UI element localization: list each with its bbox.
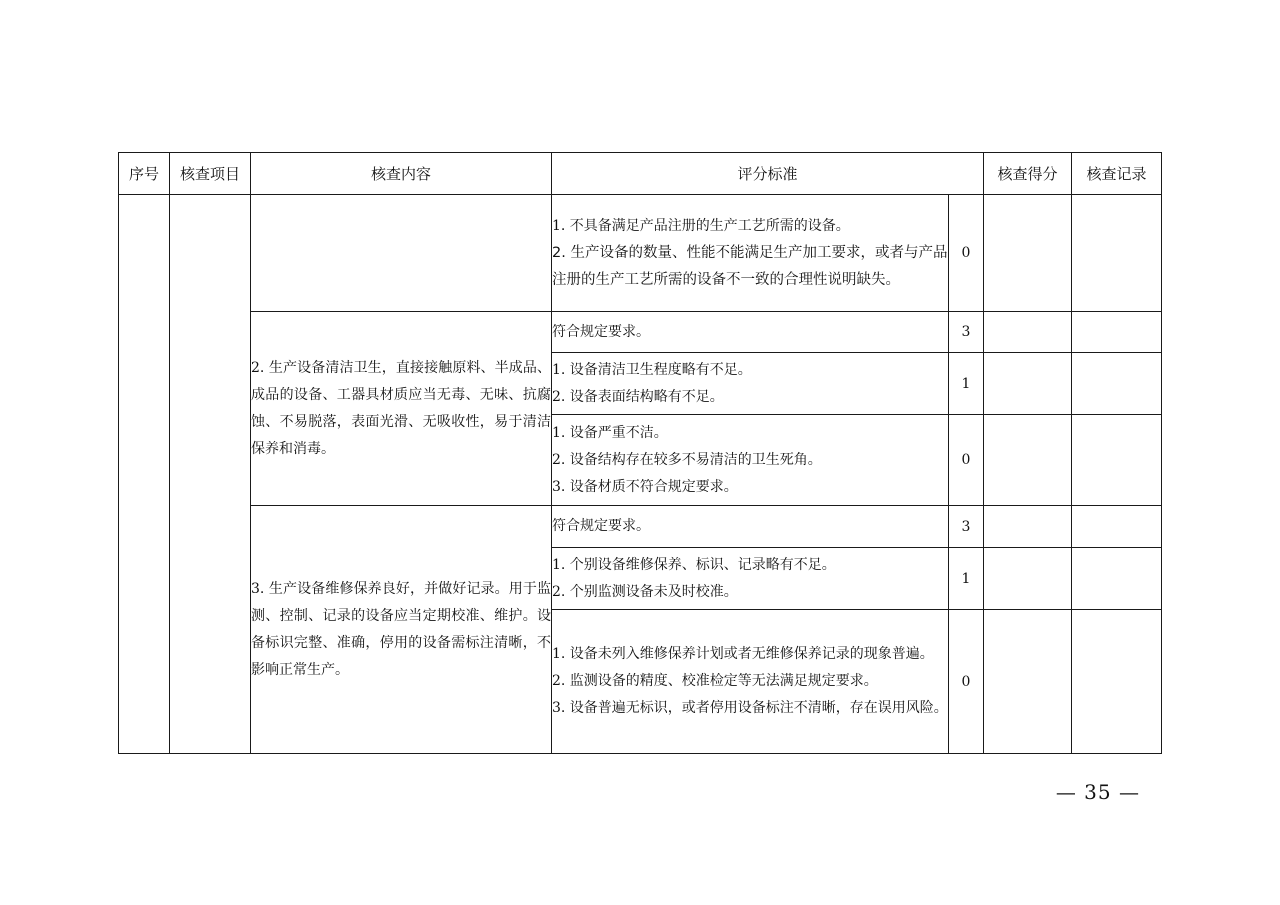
content-cell: 3. 生产设备维修保养良好，并做好记录。用于监测、控制、记录的设备应当定期校准、维护。设备标识完整、准确，停用的设备需标注清晰，不影响正常生产。 [251,506,552,754]
score-input-cell[interactable] [984,312,1072,353]
criteria-line: 符合规定要求。 [552,518,650,534]
record-input-cell[interactable] [1072,506,1162,548]
record-input-cell[interactable] [1072,610,1162,754]
record-input-cell[interactable] [1072,195,1162,312]
score-value: 0 [949,415,984,506]
score-value: 3 [949,506,984,548]
criteria-line: 1. 设备清洁卫生程度略有不足。 [552,361,752,378]
score-value: 1 [949,548,984,610]
criteria-line: 2. 监测设备的精度、校准检定等无法满足规定要求。 [552,673,878,689]
header-content: 核查内容 [251,153,552,195]
header-criteria: 评分标准 [552,153,984,195]
criteria-line: 2. 设备表面结构略有不足。 [552,388,724,405]
criteria-cell [552,312,949,353]
table-row [119,195,1162,312]
criteria-cell [552,415,949,506]
criteria-cell [552,506,949,548]
header-row [119,153,1162,195]
record-input-cell[interactable] [1072,548,1162,610]
criteria-cell [552,353,949,415]
criteria-line: 符合规定要求。 [552,323,650,340]
score-value: 1 [949,353,984,415]
record-input-cell[interactable] [1072,312,1162,353]
record-input-cell[interactable] [1072,353,1162,415]
page-number: — 35 — [1055,780,1140,804]
criteria-line: 1. 不具备满足产品注册的生产工艺所需的设备。 [552,217,850,234]
criteria-line: 1. 设备未列入维修保养计划或者无维修保养记录的现象普遍。 [552,646,934,662]
criteria-line: 2. 设备结构存在较多不易清洁的卫生死角。 [552,451,822,468]
record-input-cell[interactable] [1072,415,1162,506]
score-input-cell[interactable] [984,548,1072,610]
score-value: 0 [949,195,984,312]
score-value: 0 [949,610,984,754]
inspection-table [118,152,1162,754]
criteria-cell [552,548,949,610]
score-input-cell[interactable] [984,195,1072,312]
item-cell [170,195,251,754]
criteria-cell [552,610,949,754]
content-cell: 2. 生产设备清洁卫生，直接接触原料、半成品、成品的设备、工器具材质应当无毒、无味、抗腐蚀、不易脱落，表面光滑、无吸收性，易于清洁保养和消毒。 [251,312,552,506]
criteria-cell [552,195,949,312]
score-input-cell[interactable] [984,610,1072,754]
score-input-cell[interactable] [984,415,1072,506]
score-input-cell[interactable] [984,353,1072,415]
score-value: 3 [949,312,984,353]
seq-cell [119,195,170,754]
criteria-line: 1. 设备严重不洁。 [552,424,668,441]
criteria-line: 2. 生产设备的数量、性能不能满足生产加工要求，或者与产品注册的生产工艺所需的设备不一致的合理性说明缺失。 [552,244,948,288]
header-seq: 序号 [119,153,170,195]
content-cell [251,195,552,312]
header-record: 核查记录 [1072,153,1162,195]
table-row [119,312,1162,353]
score-input-cell[interactable] [984,506,1072,548]
header-item: 核查项目 [170,153,251,195]
header-score: 核查得分 [984,153,1072,195]
table-row [119,506,1162,548]
criteria-line: 2. 个别监测设备未及时校准。 [552,583,738,600]
criteria-line: 3. 设备材质不符合规定要求。 [552,478,738,495]
criteria-line: 1. 个别设备维修保养、标识、记录略有不足。 [552,556,836,573]
criteria-line: 3. 设备普遍无标识，或者停用设备标注不清晰，存在误用风险。 [552,700,948,716]
